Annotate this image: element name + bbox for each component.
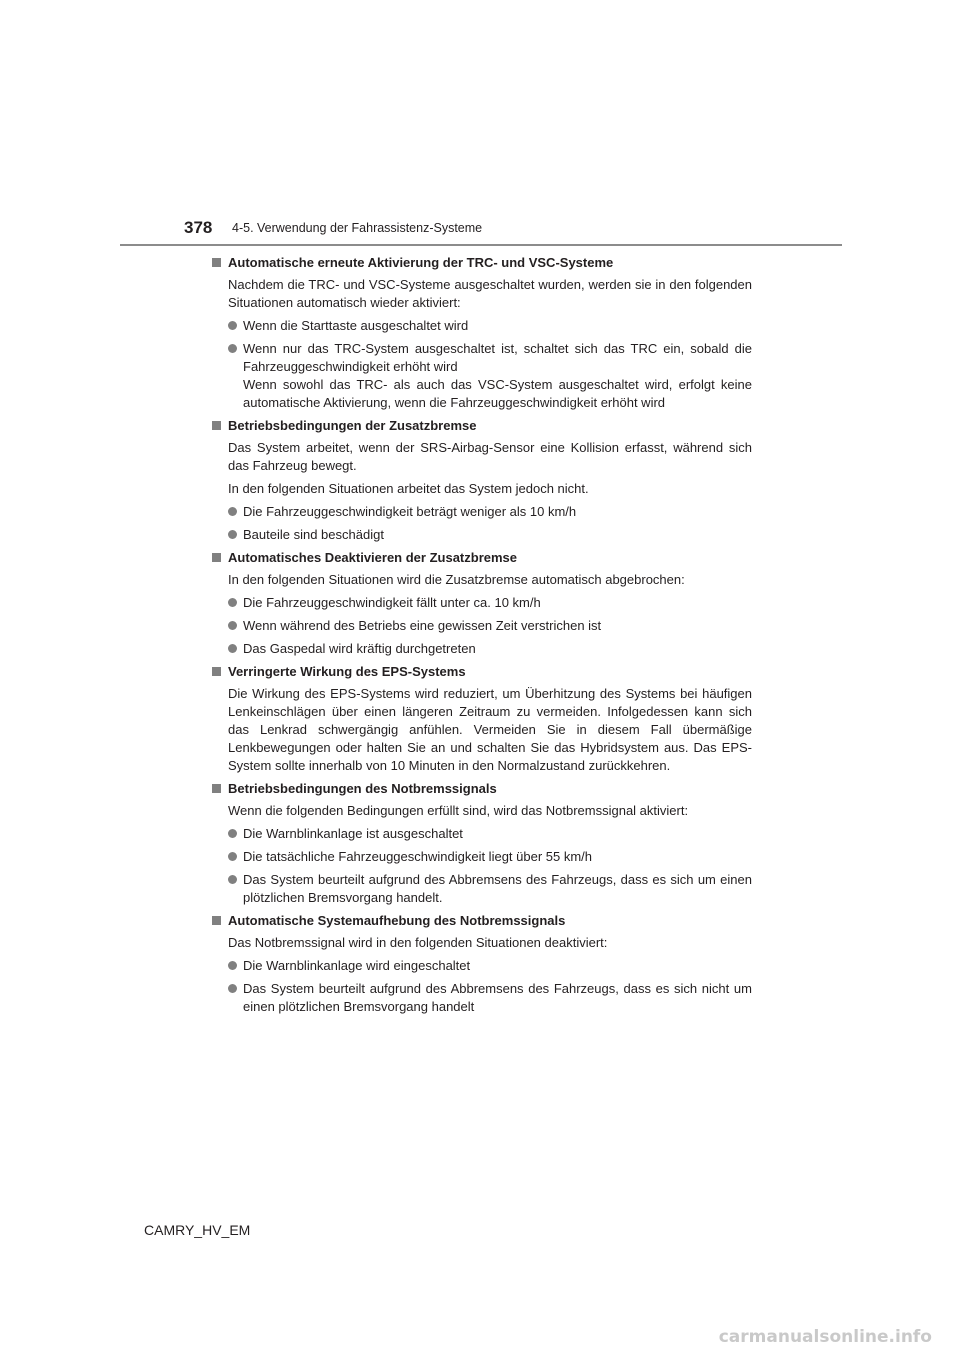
section <box>210 254 752 412</box>
section-heading <box>210 912 752 930</box>
list-item-text: Wenn die Starttaste ausgeschaltet wird <box>243 318 469 333</box>
list-item <box>228 594 752 612</box>
list-item-text: Die Warnblinkanlage wird eingeschaltet <box>243 958 471 973</box>
list-item-text: Die tatsächliche Fahrzeuggeschwindigkeit liegt über 55 km/h <box>243 849 593 864</box>
round-bullet-icon <box>228 598 237 607</box>
round-bullet-icon <box>228 321 237 330</box>
round-bullet-icon <box>228 961 237 970</box>
paragraph: Das System arbeitet, wenn der SRS-Airbag-Sensor eine Kollision erfasst, während sich das Fahrzeug bewegt. <box>228 440 752 473</box>
paragraph: Nachdem die TRC- und VSC-Systeme ausgeschaltet wurden, werden sie in den folgenden Situationen automatisch wieder aktiviert: <box>228 277 752 310</box>
list-item-text: Die Fahrzeuggeschwindigkeit beträgt weniger als 10 km/h <box>243 504 577 519</box>
list-item <box>228 825 752 843</box>
round-bullet-icon <box>228 507 237 516</box>
square-bullet-icon <box>212 421 221 430</box>
list-item-text: Das System beurteilt aufgrund des Abbremsens des Fahrzeugs, dass es sich um einen plötzlichen Bremsvorgang handelt. <box>243 872 752 905</box>
section-heading <box>210 663 752 681</box>
list-item <box>228 340 752 412</box>
list-item <box>228 640 752 658</box>
list-item-text: Bauteile sind beschädigt <box>243 527 384 542</box>
section <box>210 780 752 907</box>
section-heading-text: Automatisches Deaktivieren der Zusatzbremse <box>228 550 517 565</box>
list-item-text: Das System beurteilt aufgrund des Abbremsens des Fahrzeugs, dass es sich nicht um einen plötzlichen Bremsvorgang handelt <box>243 981 752 1014</box>
section-heading <box>210 780 752 798</box>
list-item <box>228 957 752 975</box>
page-number: 378 <box>184 218 213 237</box>
round-bullet-icon <box>228 344 237 353</box>
section <box>210 549 752 658</box>
list-item <box>228 317 752 335</box>
list-item-text: Wenn während des Betriebs eine gewissen Zeit verstrichen ist <box>243 618 602 633</box>
square-bullet-icon <box>212 916 221 925</box>
list-item <box>228 526 752 544</box>
square-bullet-icon <box>212 553 221 562</box>
section-heading-text: Automatische Systemaufhebung des Notbremssignals <box>228 913 566 928</box>
section-heading-text: Automatische erneute Aktivierung der TRC- und VSC-Systeme <box>228 255 614 270</box>
paragraph: Die Wirkung des EPS-Systems wird reduziert, um Überhitzung des Systems bei häufigen Lenkeinschlägen über einen längeren Zeitraum zu vermeiden. Infolgedessen kann sich das Lenkrad schwergängig anfühlen. Vermeiden Sie in diesem Fall übermäßige Lenkbewegungen oder halten Sie an und schalten Sie das Hybridsystem aus. Das EPS-System sollte innerhalb von 10 Minuten in den Normalzustand zurückkehren. <box>228 686 752 773</box>
list-item-text: Die Warnblinkanlage ist ausgeschaltet <box>243 826 463 841</box>
chapter-title: 4-5. Verwendung der Fahrassistenz-Systeme <box>232 221 483 235</box>
section-heading-text: Betriebsbedingungen des Notbremssignals <box>228 781 497 796</box>
model-code: CAMRY_HV_EM <box>144 1222 251 1238</box>
section <box>210 912 752 1016</box>
list-item-text: Das Gaspedal wird kräftig durchgetreten <box>243 641 476 656</box>
paragraph: Wenn die folgenden Bedingungen erfüllt sind, wird das Notbremssignal aktiviert: <box>228 803 689 818</box>
list-item <box>228 980 752 1016</box>
square-bullet-icon <box>212 258 221 267</box>
list-item <box>228 871 752 907</box>
section-heading-text: Betriebsbedingungen der Zusatzbremse <box>228 418 477 433</box>
list-item-text: Wenn nur das TRC-System ausgeschaltet ist, schaltet sich das TRC ein, sobald die Fahrzeuggeschwindigkeit erhöht wird Wenn sowohl das TRC- als auch das VSC-System ausgeschaltet wird, erfolgt keine automatische Aktivierung, wenn die Fahrzeuggeschwindigkeit erhöht wird <box>243 341 752 410</box>
round-bullet-icon <box>228 875 237 884</box>
section <box>210 663 752 775</box>
header-rule <box>120 244 842 246</box>
square-bullet-icon <box>212 667 221 676</box>
round-bullet-icon <box>228 530 237 539</box>
paragraph: In den folgenden Situationen arbeitet das System jedoch nicht. <box>228 481 589 496</box>
list-item <box>228 848 752 866</box>
round-bullet-icon <box>228 621 237 630</box>
list-item <box>228 503 752 521</box>
section-heading <box>210 417 752 435</box>
paragraph: Das Notbremssignal wird in den folgenden Situationen deaktiviert: <box>228 935 608 950</box>
watermark: carmanualsonline.info <box>718 1327 932 1347</box>
square-bullet-icon <box>212 784 221 793</box>
list-item-text: Die Fahrzeuggeschwindigkeit fällt unter ca. 10 km/h <box>243 595 541 610</box>
round-bullet-icon <box>228 852 237 861</box>
paragraph: In den folgenden Situationen wird die Zusatzbremse automatisch abgebrochen: <box>228 572 685 587</box>
section-heading <box>210 254 752 272</box>
list-item <box>228 617 752 635</box>
round-bullet-icon <box>228 984 237 993</box>
section <box>210 417 752 544</box>
round-bullet-icon <box>228 644 237 653</box>
section-heading <box>210 549 752 567</box>
page-content <box>210 254 752 1021</box>
round-bullet-icon <box>228 829 237 838</box>
section-heading-text: Verringerte Wirkung des EPS-Systems <box>228 664 466 679</box>
